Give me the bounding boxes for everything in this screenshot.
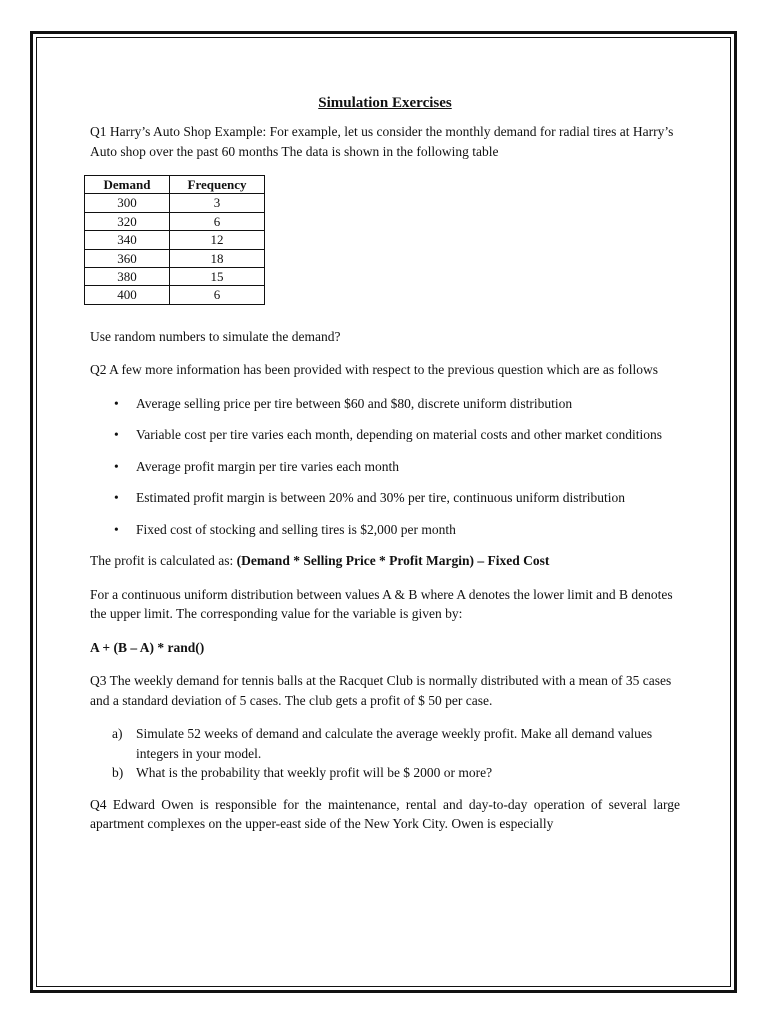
table-header-frequency: Frequency (170, 176, 265, 194)
table-cell-demand: 300 (85, 194, 170, 212)
list-item-text: Simulate 52 weeks of demand and calculate the average weekly profit. Make all demand values integers in your model. (136, 726, 653, 761)
list-item (90, 488, 680, 508)
list-item (90, 763, 680, 783)
list-item (90, 425, 680, 445)
q2-paragraph: Q2 A few more information has been provided with respect to the previous question which are as follows (90, 362, 658, 378)
list-item (90, 394, 680, 414)
profit-formula-prefix: The profit is calculated as: (90, 553, 237, 569)
uniform-formula: A + (B – A) * rand() (90, 639, 205, 655)
table-cell-frequency: 6 (170, 286, 265, 304)
demand-frequency-table (84, 175, 265, 305)
table-cell-demand: 380 (85, 268, 170, 286)
bullet-icon: • (114, 458, 119, 474)
list-item-text: Average selling price per tire between $60 and $80, discrete uniform distribution (136, 395, 573, 411)
table-cell-demand: 400 (85, 286, 170, 304)
list-item-text: Variable cost per tire varies each month, depending on material costs and other market conditions (136, 427, 662, 443)
list-item-marker: a) (112, 726, 123, 742)
q2-bullet-list (90, 394, 680, 540)
table-row (85, 212, 265, 230)
table-cell-frequency: 18 (170, 249, 265, 267)
table-cell-frequency: 6 (170, 212, 265, 230)
table-cell-demand: 320 (85, 212, 170, 230)
q3-item-list (90, 724, 680, 783)
profit-formula-paragraph (90, 551, 680, 571)
document-title: Simulation Exercises (318, 95, 452, 111)
table-header-demand: Demand (85, 176, 170, 194)
list-item-text: Fixed cost of stocking and selling tires is $2,000 per month (136, 521, 456, 537)
table-row (85, 249, 265, 267)
document-body (90, 92, 680, 848)
profit-formula: (Demand * Selling Price * Profit Margin) – Fixed Cost (236, 553, 550, 569)
q1-paragraph: Q1 Harry’s Auto Shop Example: For example, let us consider the monthly demand for radial tires at Harry’s Auto shop over the past 60 months The data is shown in the following table (90, 124, 674, 159)
list-item-text: What is the probability that weekly profit will be $ 2000 or more? (136, 765, 493, 781)
bullet-icon: • (114, 521, 119, 537)
table-cell-frequency: 12 (170, 231, 265, 249)
table-cell-frequency: 15 (170, 268, 265, 286)
table-header-row (85, 176, 265, 194)
uniform-distribution-paragraph: For a continuous uniform distribution between values A & B where A denotes the lower limit and B denotes the upper limit. The corresponding value for the variable is given by: (90, 586, 673, 622)
bullet-icon: • (114, 427, 119, 443)
list-item (90, 724, 680, 763)
bullet-icon: • (114, 395, 119, 411)
q1-instruction: Use random numbers to simulate the demand? (90, 328, 341, 344)
list-item-text: Average profit margin per tire varies each month (136, 458, 400, 474)
list-item-marker: b) (112, 765, 124, 781)
table-row (85, 286, 265, 304)
table-cell-frequency: 3 (170, 194, 265, 212)
bullet-icon: • (114, 490, 119, 506)
table-cell-demand: 340 (85, 231, 170, 249)
list-item (90, 457, 680, 477)
list-item (90, 520, 680, 540)
list-item-text: Estimated profit margin is between 20% and 30% per tire, continuous uniform distribution (136, 490, 626, 506)
table-row (85, 194, 265, 212)
table-cell-demand: 360 (85, 249, 170, 267)
table-row (85, 231, 265, 249)
q3-paragraph: Q3 The weekly demand for tennis balls at the Racquet Club is normally distributed with a mean of 35 cases and a standard deviation of 5 cases. The club gets a profit of $ 50 per case. (90, 673, 672, 708)
q4-paragraph: Q4 Edward Owen is responsible for the maintenance, rental and day-to-day operation of several large apartment complexes on the upper-east side of the New York City. Owen is especially (90, 796, 680, 832)
table-row (85, 268, 265, 286)
